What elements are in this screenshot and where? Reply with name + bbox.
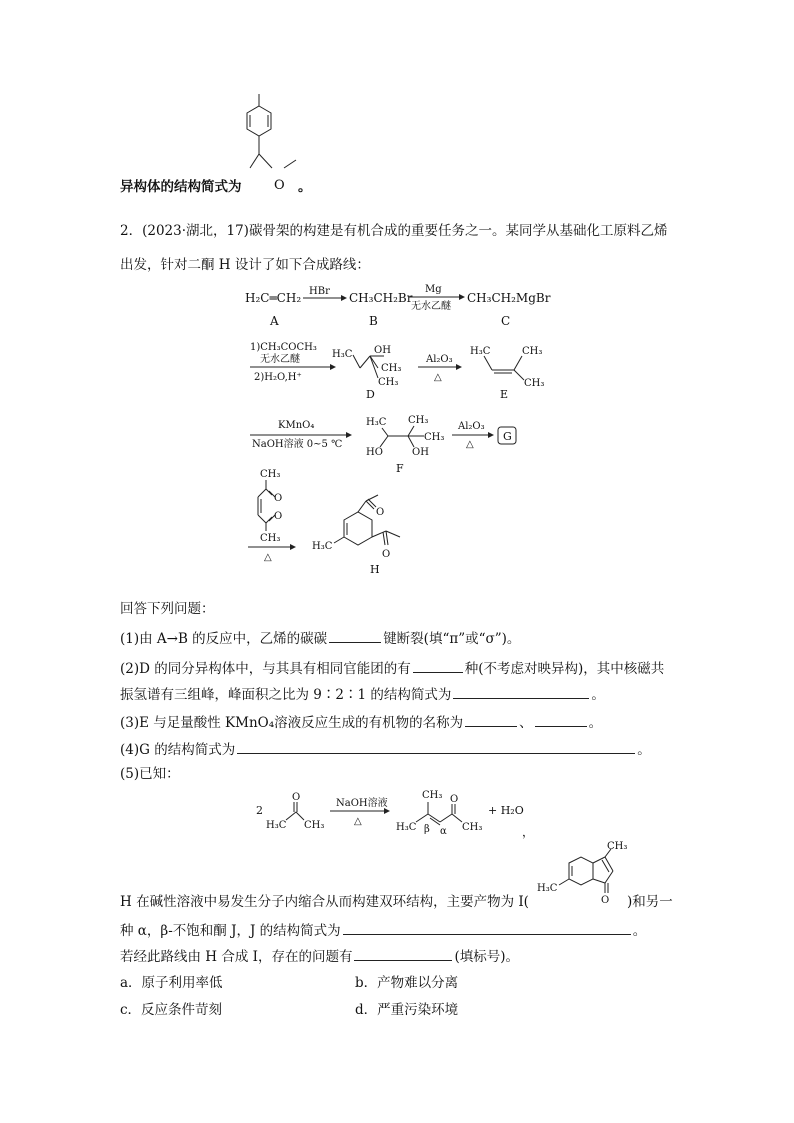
- f-ch3a: CH₃: [408, 415, 429, 426]
- q2-text-a: (2)D 的同分异构体中，与其具有相同官能团的有: [120, 661, 411, 677]
- option-b[interactable]: b．产物难以分离: [355, 975, 459, 991]
- f-h3c: H₃C: [366, 417, 387, 428]
- reagent-mg: Mg: [425, 284, 442, 295]
- q5-blank-problem[interactable]: [354, 946, 452, 961]
- q1-line: [120, 628, 520, 648]
- option-d[interactable]: d．严重污染环境: [355, 1002, 459, 1018]
- reagent-acetone: 1)CH₃COCH₃: [250, 342, 317, 353]
- f-ho: HO: [366, 447, 383, 458]
- known-reaction: [256, 790, 556, 840]
- q5-blank-j[interactable]: [343, 920, 631, 935]
- q4-text-b: 。: [637, 742, 651, 758]
- q3-line: [120, 712, 602, 732]
- compound-c-formula: CH₃CH₂MgBr: [467, 291, 551, 305]
- q5-line2: [120, 920, 646, 940]
- q2-line1: 2．(2023·湖北，17)碳骨架的构建是有机合成的重要任务之一。某同学从基础化工原料乙烯: [120, 223, 668, 239]
- option-a[interactable]: a．原子利用率低: [120, 975, 223, 991]
- reagent-kmno4: KMnO₄: [278, 420, 315, 431]
- rxn-alpha: α: [440, 826, 447, 837]
- delta-3: △: [264, 552, 272, 563]
- label-e: E: [500, 388, 509, 401]
- e-ch3a: CH₃: [522, 346, 543, 357]
- rxn-comma: ，: [522, 825, 535, 839]
- q4-text-a: (4)G 的结构简式为: [120, 742, 236, 758]
- d-ch3a: CH₃: [381, 363, 402, 374]
- reagent-hbr: HBr: [309, 286, 330, 297]
- q5-text-j: 种 α，β-不饱和酮 J，J 的结构简式为: [120, 923, 341, 939]
- q2-text-b: 种(不考虑对映异构)，其中核磁共: [464, 661, 665, 677]
- q3-text-sep: 、: [519, 715, 533, 731]
- q2-text-c: 振氢谱有三组峰，峰面积之比为 9∶2∶1 的结构简式为: [120, 687, 452, 703]
- prev-answer-suffix: 。: [298, 179, 312, 195]
- rxn-water: + H₂O: [488, 804, 524, 817]
- label-d: D: [366, 388, 375, 401]
- q2-sub-line1: [120, 658, 664, 678]
- q2-blank-structure[interactable]: [453, 684, 589, 699]
- h-o1: O: [376, 507, 385, 518]
- scheme-row4: [248, 465, 428, 590]
- q5-line: (5)已知：: [120, 766, 180, 782]
- d-ch3b: CH₃: [378, 377, 399, 388]
- reagent-ch3-top: CH₃: [260, 469, 281, 480]
- delta-2: △: [466, 439, 474, 450]
- q5-text-problem-end: (填标号)。: [454, 949, 520, 965]
- rxn-reagent-naoh: NaOH溶液: [336, 798, 388, 809]
- rxn-product-h3c: H₃C: [396, 822, 417, 833]
- d-h3c: H₃C: [332, 349, 353, 360]
- rxn-coefficient: 2: [256, 804, 263, 817]
- reagent-ether: 无水乙醚: [411, 301, 451, 312]
- q2-blank-count[interactable]: [413, 658, 463, 673]
- q5-text-problem: 若经此路线由 H 合成 I，存在的问题有: [120, 949, 353, 965]
- q5-line1-a: H 在碱性溶液中易发生分子内缩合从而构建双环结构，主要产物为 I(: [120, 894, 529, 910]
- q5-text-j-end: 。: [632, 923, 647, 939]
- rxn-beta: β: [424, 824, 430, 835]
- e-h3c: H₃C: [470, 346, 491, 357]
- q4-line: [120, 739, 651, 759]
- rxn-acetone-o: O: [292, 792, 301, 803]
- prev-answer-prefix: 异构体的结构简式为: [120, 179, 242, 195]
- reagent-o1: O: [274, 493, 283, 504]
- rxn-product-ch3: CH₃: [422, 790, 443, 801]
- compound-i-molecule: [535, 843, 630, 913]
- reagent-h2o: 2)H₂O,H⁺: [254, 372, 302, 383]
- h-o2: O: [382, 549, 391, 560]
- f-oh: OH: [412, 447, 429, 458]
- q4-blank[interactable]: [237, 739, 635, 754]
- reagent-ether-2: 无水乙醚: [260, 354, 300, 365]
- label-f: F: [396, 462, 404, 475]
- q2-sub-line2: [120, 684, 605, 704]
- reagent-o2: O: [274, 511, 283, 522]
- i-o: O: [601, 895, 610, 906]
- compound-g-box: G: [503, 430, 512, 443]
- i-h3c: H₃C: [537, 883, 558, 894]
- q3-blank-1[interactable]: [465, 712, 517, 727]
- compound-b-formula: CH₃CH₂Br: [349, 291, 413, 305]
- scheme-row1: [245, 285, 565, 330]
- e-ch3b: CH₃: [524, 378, 545, 389]
- f-ch3b: CH₃: [424, 432, 445, 443]
- label-c: C: [501, 314, 511, 328]
- reagent-naoh-cold: NaOH溶液 0~5 ℃: [252, 439, 343, 450]
- rxn-acetone-ch3: CH₃: [304, 820, 325, 831]
- reagent-ch3-bottom: CH₃: [260, 533, 281, 544]
- questions-intro: 回答下列问题：: [120, 601, 215, 617]
- rxn-reagent-delta: △: [354, 816, 362, 827]
- reagent-al2o3-1: Al₂O₃: [426, 354, 453, 365]
- q1-text-a: (1)由 A→B 的反应中，乙烯的碳碳: [120, 631, 328, 647]
- delta-1: △: [434, 372, 442, 383]
- q3-blank-2[interactable]: [535, 712, 587, 727]
- q3-text-a: (3)E 与足量酸性 KMnO₄溶液反应生成的有机物的名称为: [120, 715, 464, 731]
- q1-text-b: 键断裂(填“π”或“σ”)。: [383, 631, 521, 647]
- label-b: B: [369, 314, 378, 328]
- q5-line3: [120, 946, 519, 966]
- reagent-al2o3-2: Al₂O₃: [458, 421, 485, 432]
- rxn-product-o: O: [450, 794, 459, 805]
- q3-text-end: 。: [588, 715, 603, 731]
- label-a: A: [270, 314, 279, 328]
- d-oh: OH: [374, 345, 391, 356]
- rxn-product-ch3-right: CH₃: [462, 822, 483, 833]
- prev-answer-o: O: [274, 178, 285, 193]
- scheme-row2: [248, 340, 558, 410]
- option-c[interactable]: c．反应条件苛刻: [120, 1002, 223, 1018]
- h-h3c: H₃C: [312, 541, 333, 552]
- compound-a-formula: H₂C═CH₂: [245, 291, 302, 305]
- q2-line2: 出发，针对二酮 H 设计了如下合成路线：: [120, 257, 370, 273]
- i-ch3: CH₃: [607, 841, 628, 852]
- q5-line1-b: )和另一: [627, 894, 673, 910]
- q2-text-d: 。: [591, 687, 605, 703]
- rxn-acetone-h3c: H₃C: [266, 820, 287, 831]
- q1-blank[interactable]: [329, 628, 381, 643]
- label-h: H: [370, 563, 380, 576]
- prev-answer-molecule: [240, 92, 310, 192]
